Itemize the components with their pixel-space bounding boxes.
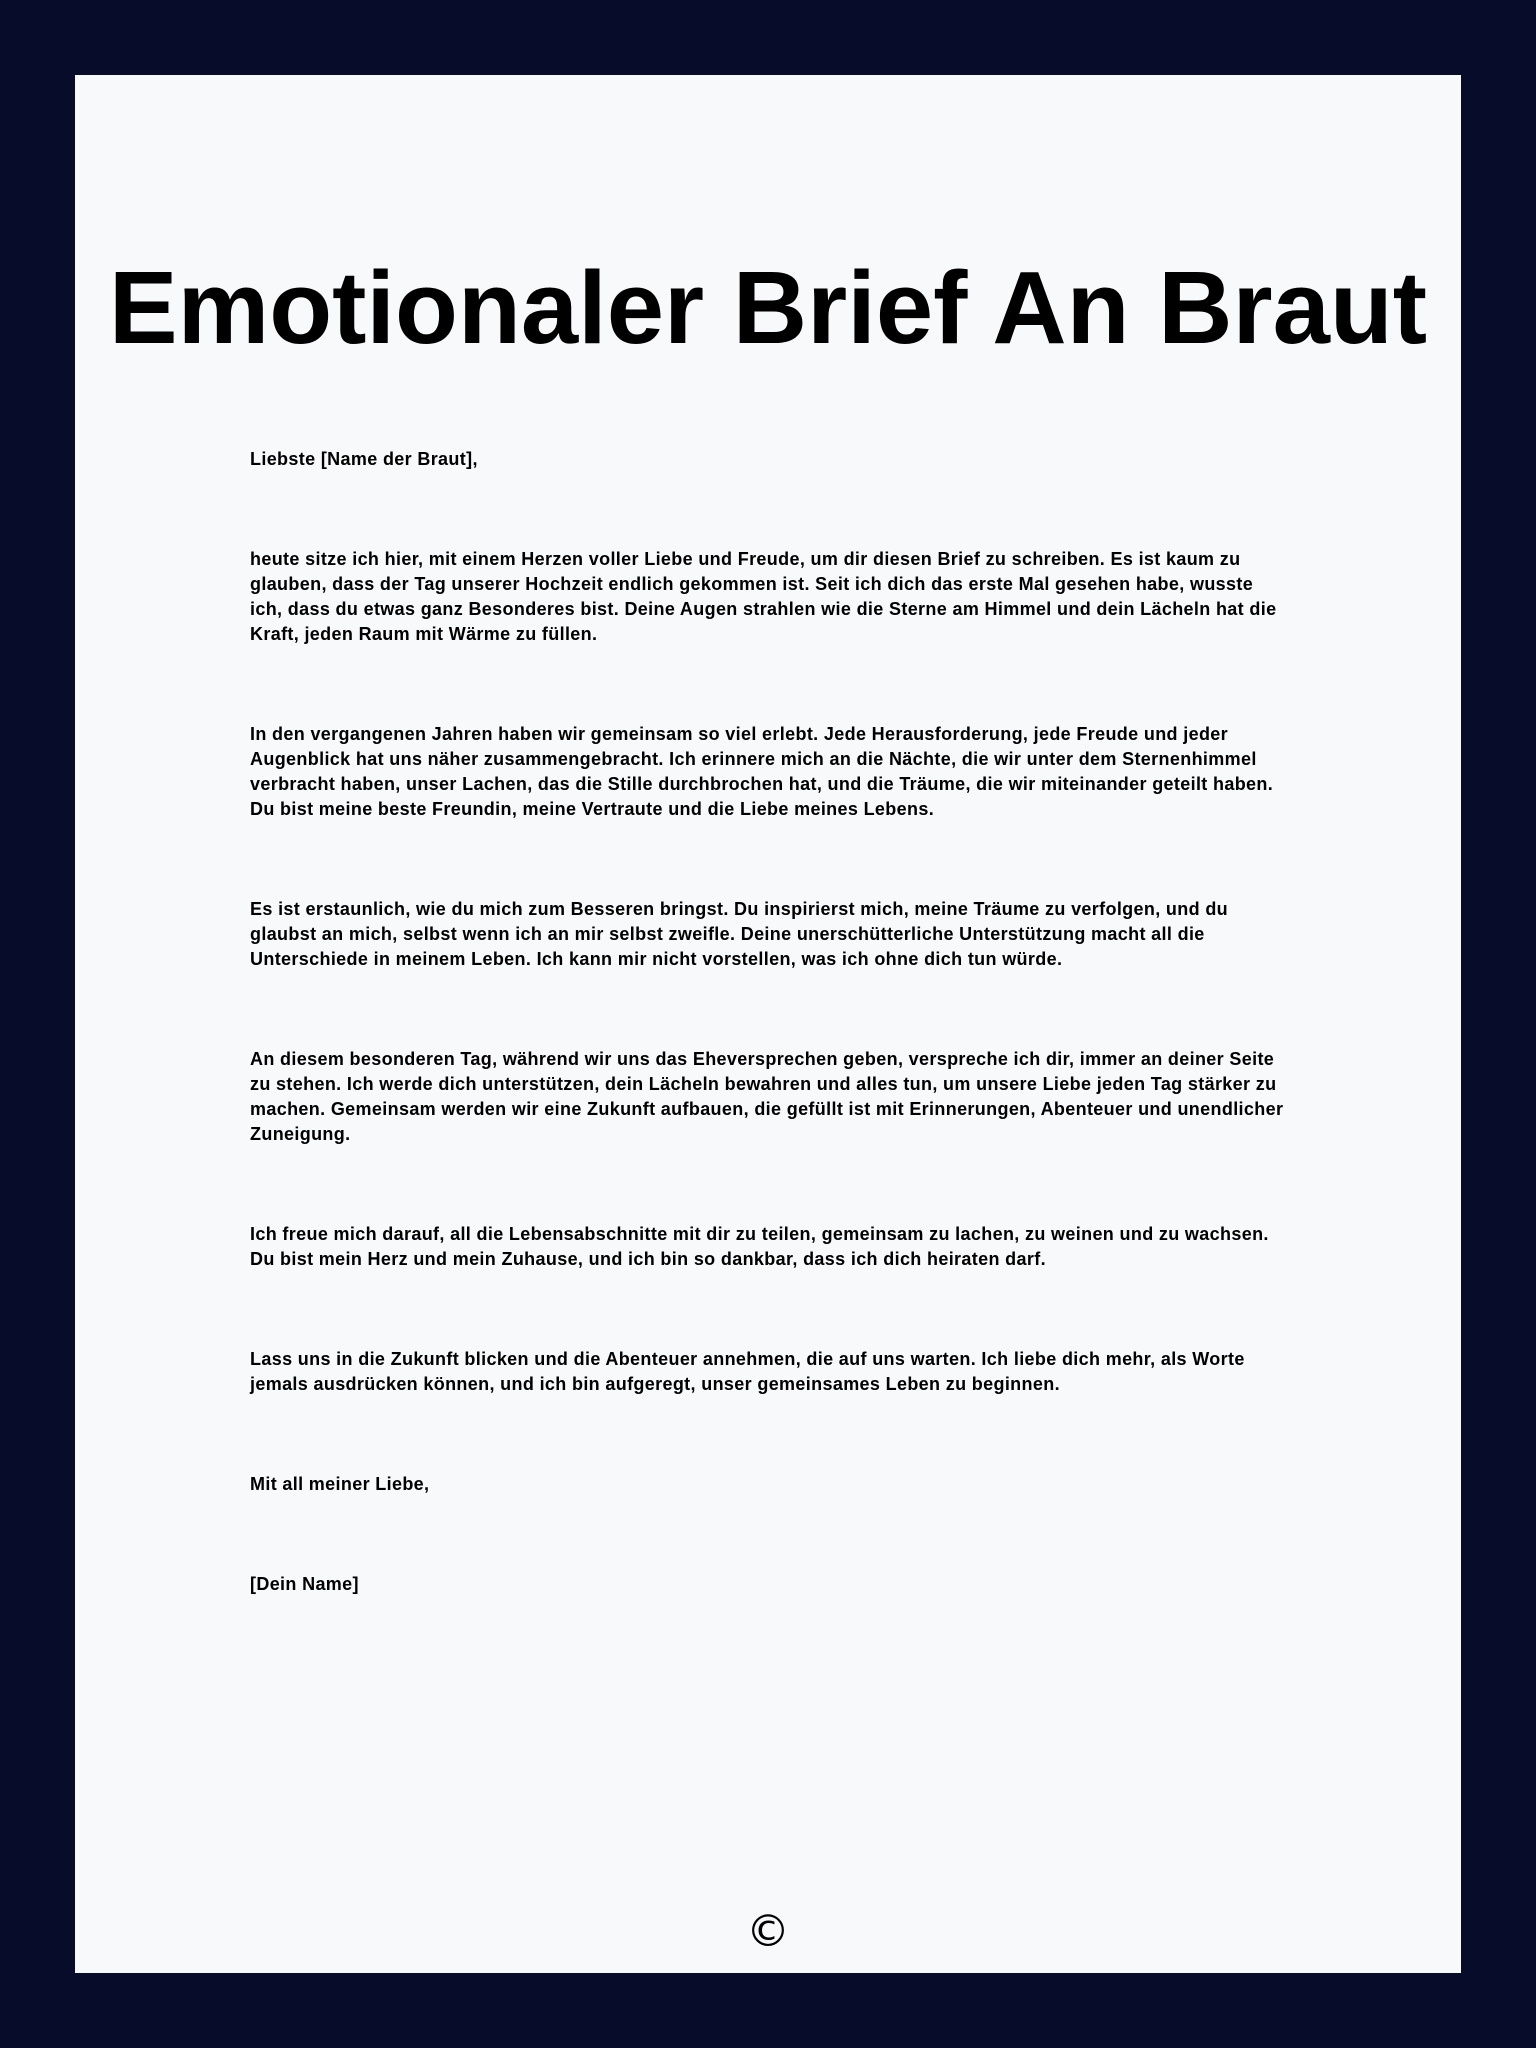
paragraph-3: Es ist erstaunlich, wie du mich zum Besseren bringst. Du inspirierst mich, meine Träume zu verfolgen, und du glaubst an mich, selbst wenn ich an mir selbst zweifle. Deine unerschütterliche Unterstützung macht all die Unterschiede in meinem Leben. Ich kann mir nicht vorstellen, was ich ohne dich tun würde. [250, 899, 1229, 969]
signature: [Dein Name] [250, 1574, 359, 1594]
letter-page [75, 75, 1461, 1973]
paragraph-5: Ich freue mich darauf, all die Lebensabschnitte mit dir zu teilen, gemeinsam zu lachen, zu weinen und zu wachsen. Du bist mein Herz und mein Zuhause, und ich bin so dankbar, dass ich dich heiraten darf. [250, 1224, 1269, 1269]
letter-body [250, 447, 1290, 1672]
paragraph-2: In den vergangenen Jahren haben wir gemeinsam so viel erlebt. Jede Herausforderung, jede Freude und jeder Augenblick hat uns näher zusammengebracht. Ich erinnere mich an die Nächte, die wir unter dem Sternenhimmel verbracht haben, unser Lachen, das die Stille durchbrochen hat, und die Träume, die wir miteinander geteilt haben. Du bist meine beste Freundin, meine Vertraute und die Liebe meines Lebens. [250, 724, 1274, 819]
closing: Mit all meiner Liebe, [250, 1474, 430, 1494]
page-title: Emotionaler Brief An Braut [108, 250, 1428, 365]
paragraph-1: heute sitze ich hier, mit einem Herzen voller Liebe und Freude, um dir diesen Brief zu schreiben. Es ist kaum zu glauben, dass der Tag unserer Hochzeit endlich gekommen ist. Seit ich dich das erste Mal gesehen habe, wusste ich, dass du etwas ganz Besonderes bist. Deine Augen strahlen wie die Sterne am Himmel und dein Lächeln hat die Kraft, jeden Raum mit Wärme zu füllen. [250, 549, 1277, 644]
salutation: Liebste [Name der Braut], [250, 449, 478, 469]
paragraph-4: An diesem besonderen Tag, während wir uns das Eheversprechen geben, verspreche ich dir, immer an deiner Seite zu stehen. Ich werde dich unterstützen, dein Lächeln bewahren und alles tun, um unsere Liebe jeden Tag stärker zu machen. Gemeinsam werden wir eine Zukunft aufbauen, die gefüllt ist mit Erinnerungen, Abenteuer und unendlicher Zuneigung. [250, 1049, 1284, 1144]
paragraph-6: Lass uns in die Zukunft blicken und die Abenteuer annehmen, die auf uns warten. Ich liebe dich mehr, als Worte jemals ausdrücken können, und ich bin aufgeregt, unser gemeinsames Leben zu beginnen. [250, 1349, 1245, 1394]
copyright-icon: © [746, 1906, 790, 1957]
